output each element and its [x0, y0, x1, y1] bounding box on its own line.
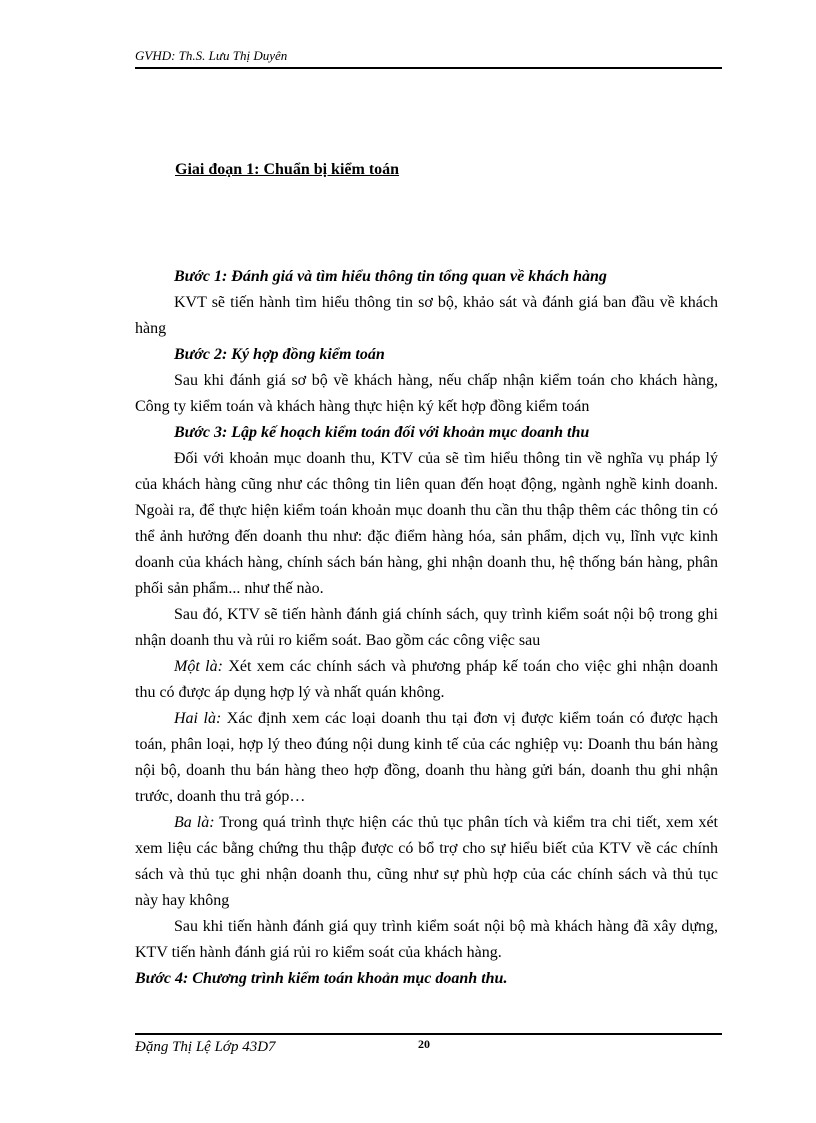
list-item-three-lead: Ba là:: [174, 814, 215, 831]
step3-paragraph-3: Sau khi tiến hành đánh giá quy trình kiểm soát nội bộ mà khách hàng đã xây dựng, KTV tiến hành đánh giá rủi ro kiểm soát của khách hàng.: [135, 918, 718, 961]
list-item-two: [135, 706, 718, 810]
step3-paragraph-1: Đối với khoản mục doanh thu, KTV của sẽ tìm hiểu thông tin về nghĩa vụ pháp lý của khách hàng cũng như các thông tin liên quan đến hoạt động, ngành nghề kinh doanh. Ngoài ra, để thực hiện kiểm toán khoản mục doanh thu cần thu thập thêm các thông tin có thể ảnh hưởng đến doanh thu như: đặc điểm hàng hóa, sản phẩm, dịch vụ, lĩnh vực kinh doanh của khách hàng, chính sách bán hàng, ghi nhận doanh thu, hệ thống bán hàng, phân phối sản phẩm... như thế nào.: [135, 450, 718, 597]
list-item-two-lead: Hai là:: [174, 710, 222, 727]
header-divider: [135, 67, 722, 69]
step1-heading: Bước 1: Đánh giá và tìm hiểu thông tin tổng quan về khách hàng: [174, 268, 607, 285]
document-body: [135, 264, 718, 992]
list-item-one: [135, 654, 718, 706]
page-number: 20: [418, 1037, 430, 1051]
page-header: GVHD: Th.S. Lưu Thị Duyên: [135, 48, 288, 63]
step3-heading: Bước 3: Lập kế hoạch kiểm toán đối với khoản mục doanh thu: [174, 424, 590, 441]
step1-paragraph: KVT sẽ tiến hành tìm hiểu thông tin sơ bộ, khảo sát và đánh giá ban đầu về khách hàng: [135, 294, 718, 337]
section-title: Giai đoạn 1: Chuẩn bị kiểm toán: [175, 161, 400, 178]
list-item-one-text: Xét xem các chính sách và phương pháp kế toán cho việc ghi nhận doanh thu có được áp dụng hợp lý và nhất quán không.: [135, 658, 719, 701]
footer-author: Đặng Thị Lệ Lớp 43D7: [135, 1039, 276, 1055]
step2-heading: Bước 2: Ký hợp đồng kiểm toán: [174, 346, 385, 363]
list-item-two-text: Xác định xem các loại doanh thu tại đơn vị được kiểm toán có được hạch toán, phân loại, hợp lý theo đúng nội dung kinh tế của các nghiệp vụ: Doanh thu bán hàng nội bộ, doanh thu bán hàng theo hợp đồng, doanh thu hàng gửi bán, doanh thu ghi nhận trước, doanh thu trả góp…: [135, 710, 718, 805]
list-item-three: [135, 810, 718, 914]
step2-paragraph: Sau khi đánh giá sơ bộ về khách hàng, nếu chấp nhận kiểm toán cho khách hàng, Công ty kiểm toán và khách hàng thực hiện ký kết hợp đồng kiểm toán: [135, 372, 718, 415]
list-item-three-text: Trong quá trình thực hiện các thủ tục phân tích và kiểm tra chi tiết, xem xét xem liệu các bằng chứng thu thập được có bổ trợ cho sự hiểu biết của KTV về các chính sách và thủ tục ghi nhận doanh thu, cũng như sự phù hợp của các chính sách và thủ tục này hay không: [135, 814, 718, 909]
footer-divider: [135, 1033, 722, 1035]
step3-paragraph-2: Sau đó, KTV sẽ tiến hành đánh giá chính sách, quy trình kiểm soát nội bộ trong ghi nhận doanh thu và rủi ro kiểm soát. Bao gồm các công việc sau: [135, 606, 718, 649]
step4-heading: Bước 4: Chương trình kiểm toán khoản mục doanh thu.: [135, 970, 508, 987]
list-item-one-lead: Một là:: [174, 658, 223, 675]
